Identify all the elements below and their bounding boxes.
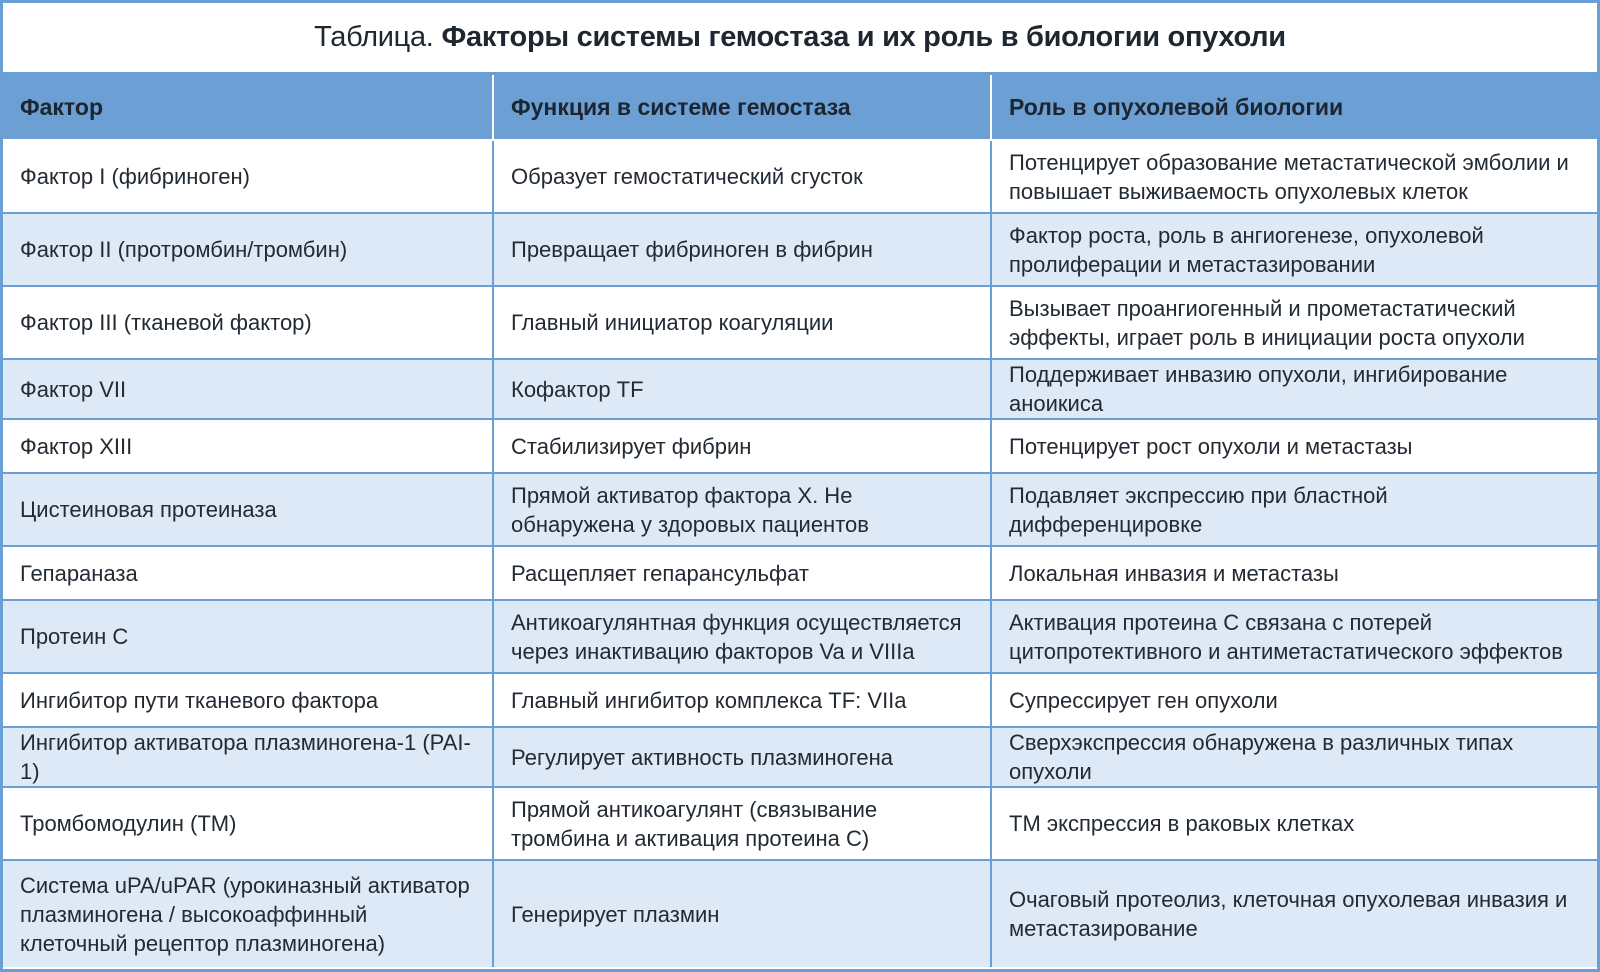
- cell-role: Фактор роста, роль в ангиогенезе, опухолевой пролиферации и метастазировании: [991, 213, 1597, 286]
- cell-role: Очаговый протеолиз, клеточная опухолевая инвазия и метастазирование: [991, 860, 1597, 967]
- table-row: [3, 727, 1597, 787]
- cell-function: Антикоагулянтная функция осуществляется через инактивацию факторов Va и VIIIa: [493, 600, 991, 673]
- cell-role: Потенцирует рост опухоли и метастазы: [991, 419, 1597, 473]
- table-row: [3, 359, 1597, 419]
- cell-factor: Цистеиновая протеиназа: [3, 473, 493, 546]
- table-row: [3, 473, 1597, 546]
- cell-role: TM экспрессия в раковых клетках: [991, 787, 1597, 860]
- table-row: [3, 419, 1597, 473]
- cell-role: Сверхэкспрессия обнаружена в различных типах опухоли: [991, 727, 1597, 787]
- cell-factor: Тромбомодулин (TM): [3, 787, 493, 860]
- cell-role: Супрессирует ген опухоли: [991, 673, 1597, 727]
- cell-factor: Ингибитор активатора плазминогена-1 (PAI-1): [3, 727, 493, 787]
- header-row: [3, 75, 1597, 140]
- table-row: [3, 213, 1597, 286]
- table-title-prefix: Таблица.: [314, 21, 434, 53]
- table-row: [3, 860, 1597, 967]
- cell-role: Активация протеина С связана с потерей цитопротективного и антиметастатического эффектов: [991, 600, 1597, 673]
- header-role: Роль в опухолевой биологии: [991, 75, 1597, 140]
- cell-factor: Протеин С: [3, 600, 493, 673]
- cell-function: Регулирует активность плазминогена: [493, 727, 991, 787]
- cell-factor: Фактор XIII: [3, 419, 493, 473]
- table-row: [3, 600, 1597, 673]
- hemostasis-factors-table: [3, 75, 1597, 967]
- cell-role: Локальная инвазия и метастазы: [991, 546, 1597, 600]
- cell-function: Прямой активатор фактора X. Не обнаружена у здоровых пациентов: [493, 473, 991, 546]
- cell-function: Превращает фибриноген в фибрин: [493, 213, 991, 286]
- cell-factor: Гепараназа: [3, 546, 493, 600]
- cell-factor: Фактор III (тканевой фактор): [3, 286, 493, 359]
- table-title-main: Факторы системы гемостаза и их роль в биологии опухоли: [441, 21, 1286, 53]
- cell-role: Потенцирует образование метастатической эмболии и повышает выживаемость опухолевых клеток: [991, 140, 1597, 213]
- cell-factor: Ингибитор пути тканевого фактора: [3, 673, 493, 727]
- cell-factor: Фактор VII: [3, 359, 493, 419]
- cell-factor: Фактор I (фибриноген): [3, 140, 493, 213]
- cell-role: Подавляет экспрессию при бластной дифференцировке: [991, 473, 1597, 546]
- table-title: [3, 3, 1597, 75]
- header-factor: Фактор: [3, 75, 493, 140]
- cell-function: Расщепляет гепарансульфат: [493, 546, 991, 600]
- table-row: [3, 673, 1597, 727]
- table-row: [3, 140, 1597, 213]
- cell-function: Кофактор TF: [493, 359, 991, 419]
- header-function: Функция в системе гемостаза: [493, 75, 991, 140]
- cell-function: Прямой антикоагулянт (связывание тромбина и активация протеина С): [493, 787, 991, 860]
- cell-factor: Система uPA/uPAR (урокиназный активатор плазминогена / высокоаффинный клеточный рецептор плазминогена): [3, 860, 493, 967]
- cell-function: Стабилизирует фибрин: [493, 419, 991, 473]
- cell-role: Поддерживает инвазию опухоли, ингибирование аноикиса: [991, 359, 1597, 419]
- table-row: [3, 286, 1597, 359]
- cell-role: Вызывает проангиогенный и прометастатический эффекты, играет роль в инициации роста опухоли: [991, 286, 1597, 359]
- cell-function: Образует гемостатический сгусток: [493, 140, 991, 213]
- table-row: [3, 787, 1597, 860]
- cell-function: Генерирует плазмин: [493, 860, 991, 967]
- cell-factor: Фактор II (протромбин/тромбин): [3, 213, 493, 286]
- table-row: [3, 546, 1597, 600]
- cell-function: Главный инициатор коагуляции: [493, 286, 991, 359]
- cell-function: Главный ингибитор комплекса TF: VIIa: [493, 673, 991, 727]
